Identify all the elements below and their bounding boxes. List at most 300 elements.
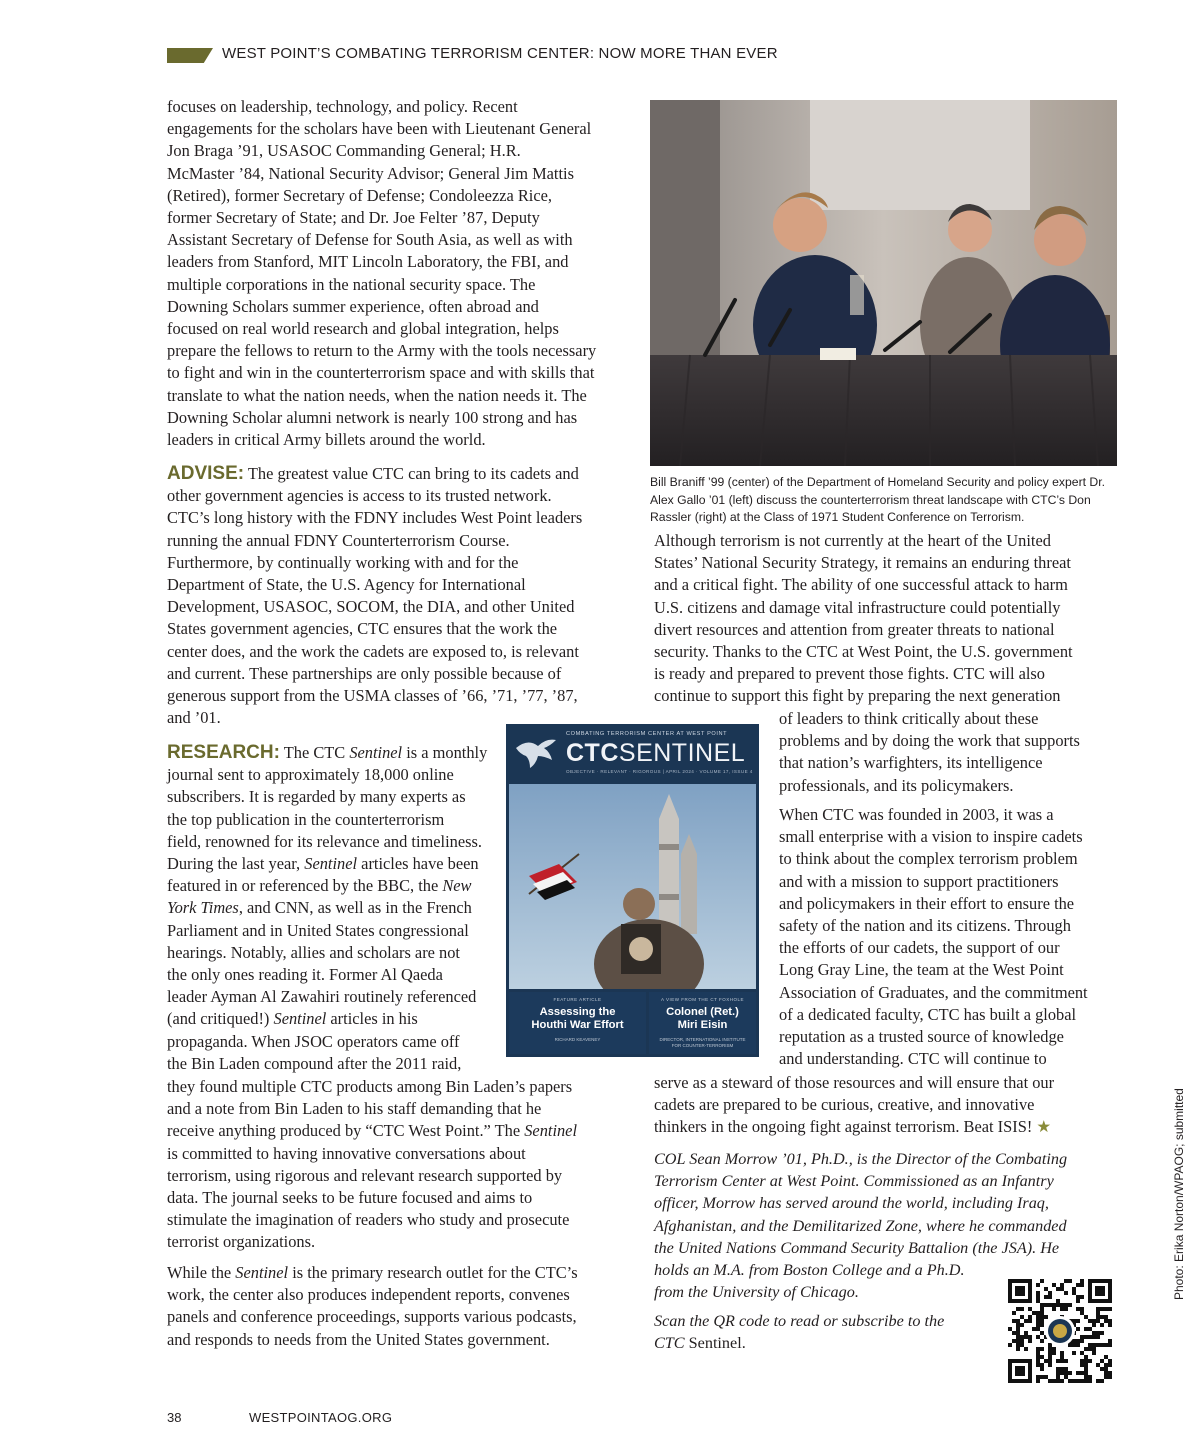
qr-code-graphic (1004, 1275, 1116, 1387)
qr-module (1100, 1307, 1104, 1311)
text-line: the efforts of our cadets, the support of our (779, 938, 1060, 958)
photo-credit: Photo: Erika Norton/WPAOG; submitted (1172, 1088, 1186, 1300)
text-line: cadets are prepared to be curious, creative, and innovative (654, 1095, 1035, 1115)
qr-module (1044, 1375, 1048, 1379)
qr-module (1028, 1339, 1032, 1343)
qr-module (1096, 1335, 1100, 1339)
qr-module (1056, 1375, 1060, 1379)
text-line (167, 463, 629, 485)
qr-module (1048, 1347, 1052, 1351)
text-line: Assistant Secretary of Defense for South Asia, as well as with (167, 230, 573, 250)
research-paragraph (167, 742, 493, 1075)
qr-module (1016, 1335, 1020, 1339)
bio-line: Afghanistan, and the Demilitarized Zone, where he commanded (654, 1216, 1067, 1235)
text-span: is a monthly (402, 743, 488, 762)
qr-module (1076, 1283, 1080, 1287)
qr-module (1036, 1319, 1040, 1323)
qr-module (1096, 1379, 1100, 1383)
text-line: and responds to needs from the United States government. (167, 1329, 550, 1349)
qr-module (1048, 1303, 1052, 1307)
cover-interview-box (649, 992, 756, 1054)
text-line: is committed to having innovative conversations about (167, 1143, 526, 1163)
text-line (167, 1120, 629, 1142)
qr-module (1052, 1307, 1056, 1311)
qr-module (1048, 1343, 1052, 1347)
qr-module (1072, 1379, 1076, 1383)
text-line: focuses on leadership, technology, and policy. Recent (167, 97, 518, 116)
text-line: is ready and prepared to prevent those fights. CTC will also (654, 664, 1046, 684)
qr-module (1016, 1323, 1020, 1327)
qr-module (1088, 1375, 1092, 1379)
qr-module (1100, 1331, 1104, 1335)
qr-module (1076, 1379, 1080, 1383)
text-line: journal sent to approximately 18,000 online (167, 765, 454, 785)
qr-module (1056, 1359, 1060, 1363)
text-span: During the last year, (167, 854, 305, 874)
text-span: featured in or referenced by the BBC, the (167, 876, 443, 896)
qr-module (1088, 1347, 1092, 1351)
qr-module (1016, 1319, 1020, 1323)
text-line: center does, and the work the cadets are exposed to, is relevant (167, 641, 579, 661)
qr-module (1080, 1363, 1084, 1367)
qr-module (1044, 1287, 1048, 1291)
qr-module (1024, 1335, 1028, 1339)
text-line: Association of Graduates, and the commitment (779, 982, 1088, 1002)
text-line: panels and conference proceedings, supports various podcasts, (167, 1307, 577, 1327)
qr-module (1092, 1335, 1096, 1339)
text-line: reputation as a trusted source of knowledge (779, 1027, 1064, 1047)
qr-module (1088, 1343, 1092, 1347)
qr-module (1036, 1347, 1040, 1351)
panel-discussion-photo (650, 100, 1117, 466)
text-line: the Bin Laden compound after the 2011 raid, (167, 1053, 462, 1073)
text-line: subscribers. It is regarded by many experts as (167, 787, 466, 807)
qr-finder-bottom-left (1008, 1359, 1032, 1383)
qr-module (1016, 1339, 1020, 1343)
while-paragraph (167, 1262, 629, 1351)
bio-line: holds an M.A. from Boston College and a Ph.D. (654, 1261, 965, 1280)
advise-lead: ADVISE: (167, 463, 245, 484)
text-line: and a note from Bin Laden to his staff demanding that he (167, 1099, 542, 1119)
qr-module (1016, 1331, 1020, 1335)
qr-module (1104, 1367, 1108, 1371)
cover-kicker: COMBATING TERRORISM CENTER AT WEST POINT (566, 731, 728, 737)
qr-code[interactable] (1004, 1275, 1116, 1387)
bio-line: COL Sean Morrow ’01, Ph.D., is the Director of the Combating (654, 1150, 1068, 1168)
text-span: CTC (654, 1334, 685, 1353)
qr-module (1076, 1295, 1080, 1299)
text-line: States’ National Security Strategy, it remains an enduring threat (654, 553, 1071, 573)
text-line: Development, USASOC, SOCOM, the DIA, and other United (167, 597, 575, 617)
text-span: articles in his (326, 1009, 418, 1029)
qr-module (1088, 1335, 1092, 1339)
text-line: engagements for the scholars have been with Lieutenant General (167, 119, 592, 139)
text-span: While the (167, 1263, 236, 1282)
column2-paragraph-1-continued (779, 708, 1120, 797)
qr-module (1040, 1279, 1044, 1283)
qr-module (1084, 1379, 1088, 1383)
research-lead: RESEARCH: (167, 742, 280, 763)
qr-module (1092, 1323, 1096, 1327)
qr-module (1012, 1311, 1016, 1315)
qr-module (1044, 1295, 1048, 1299)
cover-logo-bold: CTC (566, 739, 619, 767)
qr-module (1088, 1379, 1092, 1383)
text-line (167, 1262, 629, 1284)
qr-module (1104, 1319, 1108, 1323)
research-paragraph-continued (167, 1076, 629, 1254)
nyt-italic: New (442, 876, 472, 896)
qr-module (1084, 1327, 1088, 1331)
text-line: McMaster ’84, National Security Advisor; General Jim Mattis (167, 163, 574, 183)
qr-module (1084, 1363, 1088, 1367)
cover-box-title: Assessing the (539, 1006, 616, 1018)
text-line (654, 1116, 1120, 1138)
text-line: leaders in critical Army billets around the world. (167, 430, 486, 450)
text-line: the only ones reading it. Former Al Qaeda (167, 965, 443, 985)
text-span: The CTC (279, 743, 350, 762)
text-span: , and CNN, as well as in the French (238, 898, 472, 918)
qr-module (1036, 1323, 1040, 1327)
qr-module (1040, 1303, 1044, 1307)
text-line: and ’01. (167, 708, 221, 728)
text-line: Furthermore, by continually working with and for the (167, 552, 519, 572)
qr-module (1048, 1355, 1052, 1359)
cover-masthead (506, 724, 759, 782)
photo-caption (650, 474, 1120, 527)
text-line: terrorism, using rigorous and relevant research supported by (167, 1165, 563, 1185)
qr-module (1068, 1371, 1072, 1375)
qr-module (1076, 1299, 1080, 1303)
qr-module (1060, 1379, 1064, 1383)
qr-module (1060, 1287, 1064, 1291)
qr-module (1024, 1319, 1028, 1323)
qr-module (1064, 1307, 1068, 1311)
qr-module (1056, 1379, 1060, 1383)
qr-module (1036, 1359, 1040, 1363)
text-line: work, the center also produces independent reports, convenes (167, 1285, 570, 1305)
qr-module (1060, 1307, 1064, 1311)
caption-line: Rassler (right) at the Class of 1971 Student Conference on Terrorism. (650, 510, 1025, 524)
qr-module (1076, 1307, 1080, 1311)
qr-module (1072, 1287, 1076, 1291)
advise-paragraph (167, 463, 629, 729)
qr-module (1036, 1335, 1040, 1339)
qr-module (1080, 1339, 1084, 1343)
qr-module (1020, 1343, 1024, 1347)
text-line: professionals, and its policymakers. (779, 775, 1014, 795)
qr-module (1056, 1367, 1060, 1371)
qr-module (1036, 1283, 1040, 1287)
qr-module (1108, 1363, 1112, 1367)
qr-module (1020, 1339, 1024, 1343)
qr-module (1108, 1323, 1112, 1327)
text-line: terrorist organizations. (167, 1232, 316, 1252)
qr-module (1040, 1315, 1044, 1319)
qr-module (1020, 1315, 1024, 1319)
qr-module (1040, 1331, 1044, 1335)
text-line (167, 742, 493, 764)
qr-module (1020, 1323, 1024, 1327)
qr-module (1092, 1331, 1096, 1335)
qr-module (1076, 1319, 1080, 1323)
qr-module (1024, 1331, 1028, 1335)
qr-module (1096, 1307, 1100, 1311)
text-line: to fight and win in the counterterrorism space and with skills that (167, 363, 595, 383)
text-line: Downing Scholars summer experience, often abroad and (167, 296, 539, 316)
text-span: (and critiqued!) (167, 1009, 274, 1029)
qr-module (1060, 1355, 1064, 1359)
caption-line: Bill Braniff ’99 (center) of the Department of Homeland Security and policy expert Dr. (650, 475, 1105, 489)
qr-module (1104, 1375, 1108, 1379)
qr-module (1080, 1379, 1084, 1383)
qr-module (1104, 1355, 1108, 1359)
header-accent-bar (167, 48, 213, 63)
qr-module (1068, 1303, 1072, 1307)
eagle-icon (514, 734, 558, 772)
qr-module (1108, 1343, 1112, 1347)
text-line (167, 1008, 493, 1030)
qr-module (1056, 1371, 1060, 1375)
qr-module (1052, 1351, 1056, 1355)
qr-module (1040, 1355, 1044, 1359)
qr-module (1036, 1375, 1040, 1379)
qr-module (1100, 1359, 1104, 1363)
qr-module (1076, 1343, 1080, 1347)
qr-module (1096, 1311, 1100, 1315)
qr-module (1080, 1279, 1084, 1283)
text-line: Jon Braga ’91, USASOC Commanding General; H.R. (167, 141, 521, 161)
cover-box-author: RICHARD KEAVENEY (554, 1037, 601, 1042)
qr-module (1052, 1303, 1056, 1307)
text-line: Parliament and in United States congressional (167, 920, 469, 940)
text-line (167, 897, 493, 919)
qr-module (1040, 1375, 1044, 1379)
qr-module (1084, 1359, 1088, 1363)
text-line: of a dedicated faculty, CTC has built a global (779, 1004, 1077, 1024)
qr-module (1068, 1379, 1072, 1383)
qr-module (1076, 1339, 1080, 1343)
text-line: continue to support this fight by preparing the next generation (654, 686, 1061, 706)
qr-module (1032, 1311, 1036, 1315)
qr-module (1036, 1315, 1040, 1319)
qr-module (1080, 1351, 1084, 1355)
qr-module (1064, 1303, 1068, 1307)
qr-module (1084, 1315, 1088, 1319)
qr-module (1048, 1351, 1052, 1355)
text-span: is the primary research outlet for the CTC’s (288, 1263, 578, 1282)
text-span: articles have been (357, 854, 479, 874)
qr-scan-prompt (654, 1310, 974, 1354)
qr-module (1068, 1279, 1072, 1283)
text-line: Although terrorism is not currently at the heart of the United (654, 531, 1051, 550)
text-line: hearings. Notably, allies and scholars are not (167, 942, 460, 962)
qr-module (1056, 1287, 1060, 1291)
qr-module (1084, 1355, 1088, 1359)
ctc-sentinel-cover (506, 724, 759, 1057)
qr-module (1036, 1299, 1040, 1303)
qr-module (1096, 1315, 1100, 1319)
qr-module (1048, 1359, 1052, 1363)
text-line: CTC’s long history with the FDNY includes West Point leaders (167, 508, 583, 528)
qr-module (1040, 1339, 1044, 1343)
qr-module (1040, 1323, 1044, 1327)
qr-module (1108, 1375, 1112, 1379)
text-line: When CTC was founded in 2003, it was a (779, 805, 1054, 824)
qr-module (1048, 1295, 1052, 1299)
text-line: safety of the nation and its citizens. Through (779, 916, 1071, 936)
text-line: and a critical fight. The ability of one successful attack to harm (654, 575, 1068, 595)
text-line: leaders from Stanford, MIT Lincoln Laboratory, the FBI, and (167, 252, 569, 272)
qr-module (1096, 1319, 1100, 1323)
qr-module (1064, 1291, 1068, 1295)
scan-line (654, 1310, 974, 1332)
qr-module (1048, 1291, 1052, 1295)
sentinel-italic: Sentinel (349, 743, 403, 762)
qr-module (1064, 1375, 1068, 1379)
qr-module (1016, 1347, 1020, 1351)
cover-box-kicker: FEATURE ARTICLE (553, 997, 602, 1002)
qr-finder-top-right (1088, 1279, 1112, 1303)
qr-module (1016, 1343, 1020, 1347)
qr-module (1036, 1355, 1040, 1359)
qr-module (1056, 1303, 1060, 1307)
sentinel-italic: Sentinel (524, 1121, 578, 1141)
qr-module (1088, 1359, 1092, 1363)
qr-module (1084, 1375, 1088, 1379)
qr-module (1044, 1359, 1048, 1363)
advise-first-line: The greatest value CTC can bring to its cadets and (244, 464, 579, 483)
qr-module (1028, 1335, 1032, 1339)
qr-module (1104, 1371, 1108, 1375)
qr-module (1056, 1299, 1060, 1303)
qr-module (1072, 1319, 1076, 1323)
qr-module (1036, 1291, 1040, 1295)
text-line: problems and by doing the work that supports (779, 731, 1080, 751)
text-line: multiple corporations in the national security space. The (167, 274, 536, 294)
qr-module (1092, 1351, 1096, 1355)
text-line: Long Gray Line, the team at the West Point (779, 960, 1064, 980)
text-line: small enterprise with a vision to inspire cadets (779, 827, 1083, 847)
qr-module (1052, 1379, 1056, 1383)
column2-paragraph-2 (779, 804, 1120, 1070)
cover-box-detail: DIRECTOR, INTERNATIONAL INSTITUTE (659, 1037, 746, 1042)
qr-module (1100, 1343, 1104, 1347)
cover-box-title: Miri Eisin (677, 1019, 728, 1031)
column2-paragraph-2-continued (654, 1072, 1120, 1139)
qr-module (1092, 1347, 1096, 1351)
qr-module (1052, 1347, 1056, 1351)
qr-module (1052, 1283, 1056, 1287)
text-line: translate to what the nation needs, when the nation needs it. The (167, 385, 587, 405)
qr-module (1104, 1363, 1108, 1367)
qr-module (1104, 1343, 1108, 1347)
text-line: Department of State, the U.S. Agency for International (167, 575, 526, 595)
text-line: States government agencies, CTC ensures that the work the (167, 619, 558, 639)
qr-module (1080, 1283, 1084, 1287)
running-header: WEST POINT’S COMBATING TERRORISM CENTER: NOW MORE THAN EVER (222, 45, 778, 62)
column2-paragraph-1 (654, 530, 1120, 708)
sentinel-italic: Sentinel (235, 1263, 289, 1282)
sentinel-italic: Sentinel (304, 854, 358, 874)
qr-module (1020, 1335, 1024, 1339)
qr-module (1016, 1327, 1020, 1331)
text-span: Sentinel. (684, 1334, 746, 1353)
qr-module (1040, 1319, 1044, 1323)
qr-module (1060, 1359, 1064, 1363)
scan-line (654, 1332, 974, 1354)
qr-module (1064, 1359, 1068, 1363)
bio-line: officer, Morrow has served around the world, including Iraq, (654, 1194, 1049, 1213)
text-line: serve as a steward of those resources and will ensure that our (654, 1073, 1055, 1092)
panel-photo-illustration (650, 100, 1117, 466)
qr-module (1104, 1307, 1108, 1311)
text-line: stimulate the imagination of readers who study and prosecute (167, 1210, 570, 1230)
qr-module (1108, 1339, 1112, 1343)
qr-module (1040, 1363, 1044, 1367)
text-line (167, 875, 493, 897)
page-number: 38 (167, 1410, 182, 1425)
qr-module (1092, 1343, 1096, 1347)
text-line: former Secretary of State; and Dr. Joe Felter ’87, Deputy (167, 208, 540, 228)
cover-subline: OBJECTIVE · RELEVANT · RIGOROUS | APRIL 2024 · VOLUME 17, ISSUE 4 (566, 769, 753, 774)
text-line: divert resources and attention from greater threats to national (654, 619, 1055, 639)
qr-module (1060, 1351, 1064, 1355)
qr-module (1076, 1327, 1080, 1331)
qr-module (1016, 1307, 1020, 1311)
qr-module (1108, 1359, 1112, 1363)
qr-module (1092, 1319, 1096, 1323)
qr-module (1060, 1303, 1064, 1307)
text-line: of leaders to think critically about these (779, 709, 1039, 728)
text-line: field, renowned for its relevance and timeliness. (167, 831, 482, 851)
qr-module (1044, 1315, 1048, 1319)
cover-logo (566, 739, 745, 767)
text-line: and with a mission to support practitioners (779, 871, 1059, 891)
qr-module (1064, 1367, 1068, 1371)
footer-site[interactable]: WESTPOINTAOG.ORG (249, 1410, 393, 1425)
qr-module (1108, 1319, 1112, 1323)
qr-module (1036, 1351, 1040, 1355)
qr-module (1088, 1319, 1092, 1323)
column1-intro-paragraph (167, 96, 629, 451)
text-line: other government agencies is access to its trusted network. (167, 486, 552, 506)
qr-module (1028, 1315, 1032, 1319)
text-line: generous support from the USMA classes of ’66, ’71, ’77, ’87, (167, 686, 578, 706)
text-line: to think about the complex terrorism problem (779, 849, 1078, 869)
text-line: and policymakers in their effort to ensure the (779, 893, 1075, 913)
qr-module (1104, 1315, 1108, 1319)
qr-module (1088, 1327, 1092, 1331)
text-line: (Retired), former Secretary of Defense; Condoleezza Rice, (167, 185, 552, 205)
qr-module (1032, 1327, 1036, 1331)
qr-module (1028, 1307, 1032, 1311)
qr-module (1080, 1335, 1084, 1339)
qr-module (1096, 1363, 1100, 1367)
text-line: leader Ayman Al Zawahiri routinely referenced (167, 987, 477, 1007)
qr-module (1100, 1367, 1104, 1371)
qr-module (1060, 1283, 1064, 1287)
text-span: receive anything produced by “CTC West Point.” The (167, 1121, 525, 1141)
qr-module (1040, 1367, 1044, 1371)
qr-module (1028, 1319, 1032, 1323)
bio-line: the United Nations Command Security Battalion (the JSA). He (654, 1238, 1060, 1257)
qr-module (1012, 1319, 1016, 1323)
qr-module (1100, 1379, 1104, 1383)
qr-module (1084, 1367, 1088, 1371)
qr-module (1036, 1363, 1040, 1367)
qr-module (1084, 1335, 1088, 1339)
